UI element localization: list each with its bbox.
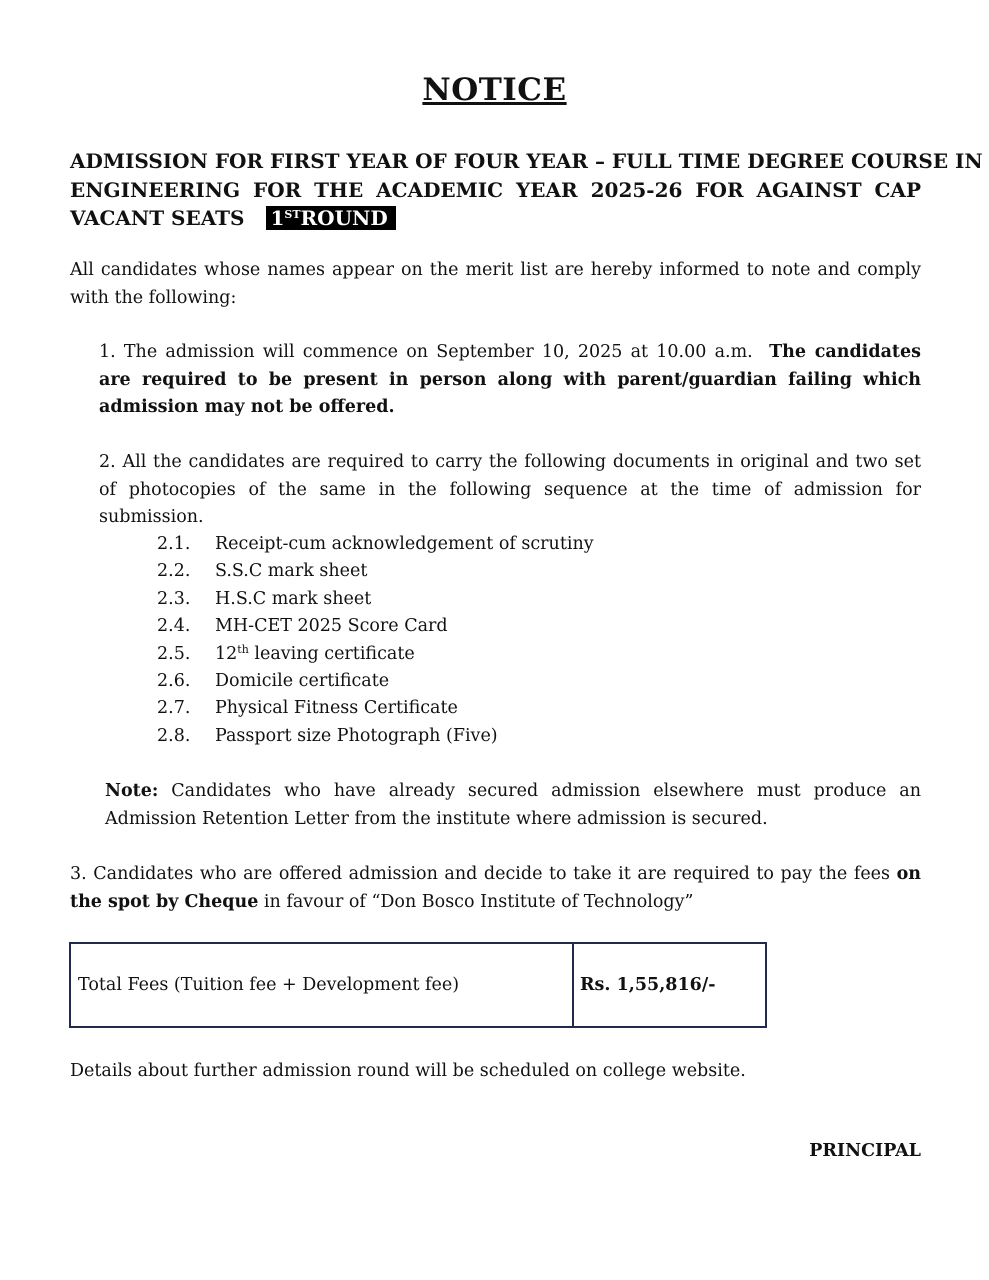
round-badge [266,206,395,230]
point-3-bold: on the spot by Cheque [70,864,921,912]
point-1-bold-text: The candidates are required to be present in person along with parent/guardian failing which admission may not be offered. [99,342,921,417]
list-item-number: 2.6. [157,671,191,692]
list-item [157,586,857,613]
notice-heading [70,147,983,233]
list-item-number: 2.8. [157,725,191,746]
point-1 [99,339,921,422]
list-item-number: 2.1. [157,534,191,554]
point-3 [70,861,921,916]
details-paragraph: Details about further admission round will be scheduled on college website. [70,1061,746,1081]
list-item [157,695,857,722]
round-label: ROUND [300,206,388,230]
list-item [157,641,857,668]
note-label: Note: [105,781,159,801]
note-text: Candidates who have already secured admission elsewhere must produce an Admission Retention Letter from the institute where admission is secured. [105,781,921,829]
list-item-text: MH-CET 2025 Score Card [215,616,448,637]
heading-line-3 [70,204,921,233]
round-number: 1 [270,206,285,230]
list-item [157,531,857,558]
fees-table [69,942,767,1028]
list-item [157,668,857,695]
point-3-pre: 3. Candidates who are offered admission and decide to take it are required to pay the fees [70,864,897,884]
list-item-text: S.S.C mark sheet [215,561,368,582]
heading-line-1: ADMISSION FOR FIRST YEAR OF FOUR YEAR – FULL TIME DEGREE COURSE IN [70,149,983,173]
list-item-number: 2.4. [157,616,191,637]
list-item-number: 2.5. [157,643,191,664]
list-item-number: 2.7. [157,698,191,719]
page-title: NOTICE [422,72,567,108]
list-item-text [215,641,415,668]
list-item [157,558,857,585]
list-item-number: 2.2. [157,561,191,582]
heading-line-2: ENGINEERING FOR THE ACADEMIC YEAR 2025-26 FOR AGAINST CAP [70,177,921,202]
list-item-text-post: leaving certificate [248,643,415,664]
list-item-text: Domicile certificate [215,671,390,692]
list-item-text: Physical Fitness Certificate [215,698,458,719]
list-item-number: 2.3. [157,588,191,609]
fees-label-cell: Total Fees (Tuition fee + Development fee) [71,944,574,1026]
list-item-text: Receipt-cum acknowledgement of scrutiny [215,534,594,554]
list-item-text: H.S.C mark sheet [215,588,372,609]
list-item-superscript: th [237,642,249,656]
point-2: 2. All the candidates are required to carry the following documents in original and two set of photocopies of the same in the following sequence at the time of admission for submission. [99,452,921,527]
point-1-text: 1. The admission will commence on September 10, 2025 at 10.00 a.m. [99,342,753,362]
list-item-text-pre: 12 [215,643,238,664]
intro-paragraph: All candidates whose names appear on the merit list are hereby informed to note and comply with the following: [70,260,921,308]
documents-list [157,531,857,750]
list-item-text: Passport size Photograph (Five) [215,725,498,746]
heading-line-3-text: VACANT SEATS [70,206,245,230]
list-item [157,723,857,750]
fees-amount-cell: Rs. 1,55,816/- [580,975,716,995]
round-superscript: ST [284,208,301,221]
point-3-post: in favour of “Don Bosco Institute of Technology” [258,891,694,912]
list-item [157,613,857,640]
signature: PRINCIPAL [809,1141,921,1161]
note-paragraph [105,778,921,833]
